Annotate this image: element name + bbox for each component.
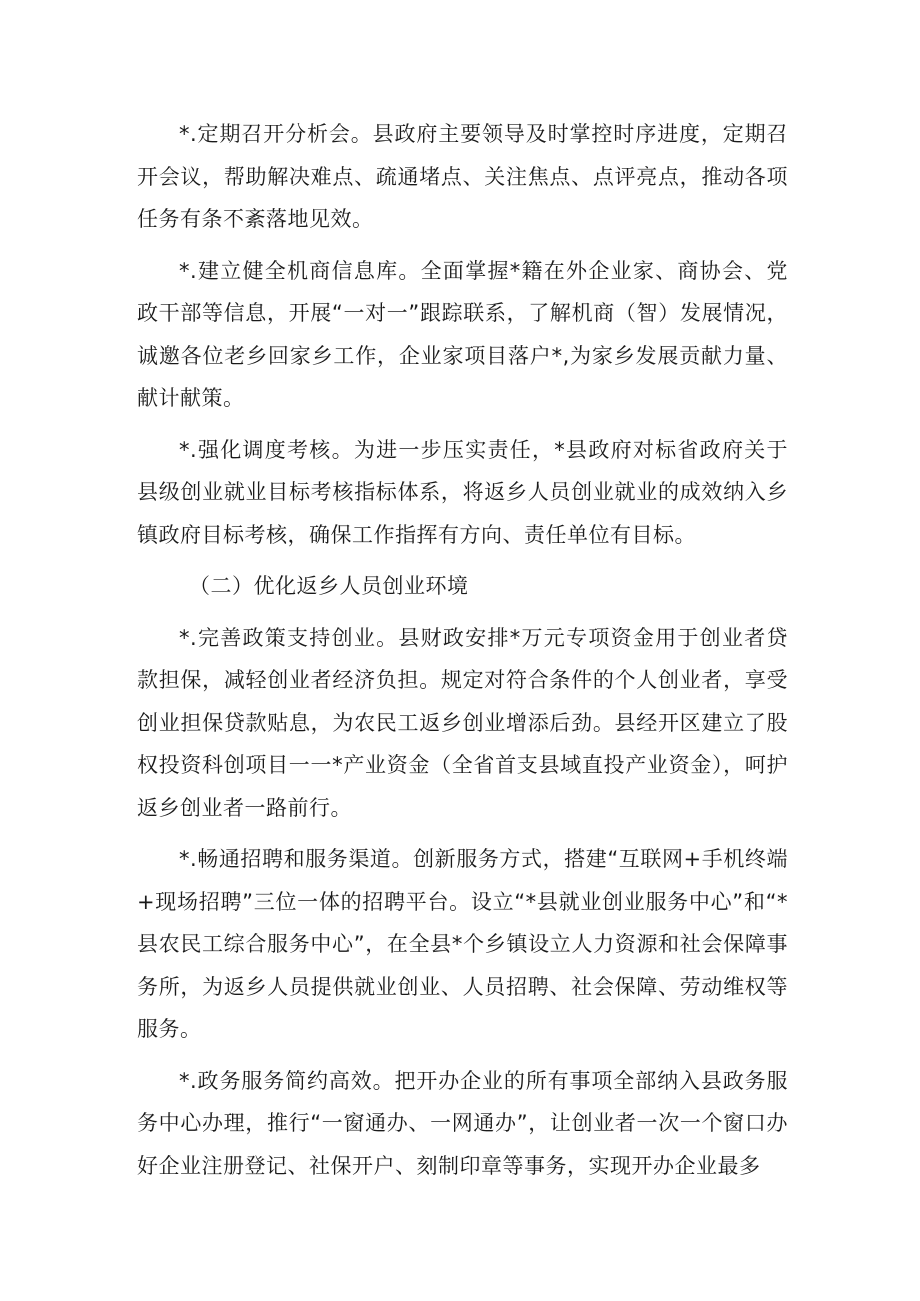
paragraph-recruitment-service: *.畅通招聘和服务渠道。创新服务方式，搭建“互联网+手机终端+现场招聘”三位一体的招聘平台。设立“*县就业创业服务中心”和“*县农民工综合服务中心”，在全县*个乡镇设立人力资源和社会保障事务所，为返乡人员提供就业创业、人员招聘、社会保障、劳动维权等服务。 xyxy=(137,847,788,1041)
paragraph-business-database: *.建立健全机商信息库。全面掌握*籍在外企业家、商协会、党政干部等信息，开展“一对一”跟踪联系，了解机商（智）发展情况，诚邀各位老乡回家乡工作，企业家项目落户*,为家乡发展贡献力量、献计献策。 xyxy=(137,258,788,410)
paragraph-policy-support: *.完善政策支持创业。县财政安排*万元专项资金用于创业者贷款担保，减轻创业者经济负担。规定对符合条件的个人创业者，享受创业担保贷款贴息，为农民工返乡创业增添后劲。县经开区建立了股权投资科创项目一一*产业资金（全省首支县域直投产业资金），呵护返乡创业者一路前行。 xyxy=(137,625,788,820)
paragraph-assessment: *.强化调度考核。为进一步压实责任，*县政府对标省政府关于县级创业就业目标考核指标体系，将返乡人员创业就业的成效纳入乡镇政府目标考核，确保工作指挥有方向、责任单位有目标。 xyxy=(137,437,788,547)
paragraph-analysis-meeting: *.定期召开分析会。县政府主要领导及时掌控时序进度，定期召开会议，帮助解决难点、疏通堵点、关注焦点、点评亮点，推动各项任务有条不紊落地见效。 xyxy=(137,122,788,231)
section-heading: （二）优化返乡人员创业环境 xyxy=(189,574,469,598)
paragraph-government-service: *.政务服务简约高效。把开办企业的所有事项全部纳入县政务服务中心办理，推行“一窗通办、一网通办”，让创业者一次一个窗口办好企业注册登记、社保开户、刻制印章等事务，实现开办企业最多 xyxy=(137,1068,788,1178)
